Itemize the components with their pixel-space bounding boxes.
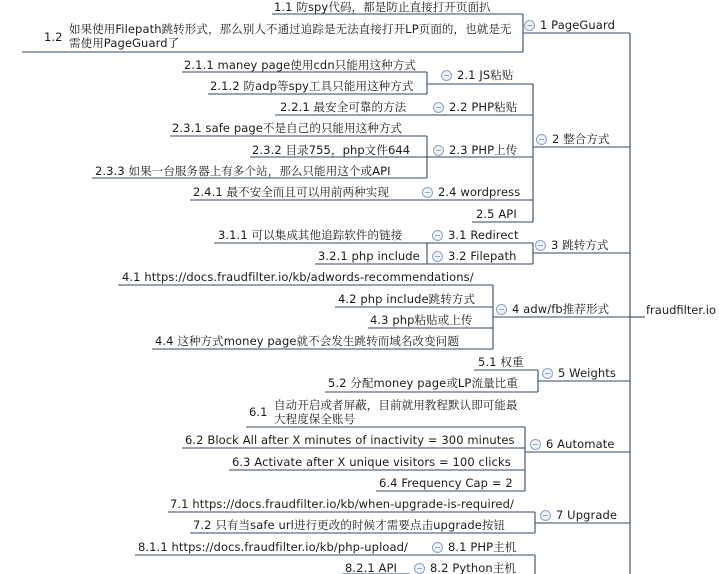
collapse-icon[interactable]: −: [535, 240, 546, 251]
node-2-1-1[interactable]: 2.1.1 maney page使用cdn只能用这种方式: [184, 58, 416, 72]
node-4-1[interactable]: 4.1 https://docs.fraudfilter.io/kb/adwords-recommendations/: [122, 270, 474, 284]
node-8-1[interactable]: − 8.1 PHP主机: [432, 540, 516, 554]
node-8-2[interactable]: − 8.2 Python主机: [414, 561, 516, 574]
node-2-4-1[interactable]: 2.4.1 最不安全而且可以用前两种实现: [193, 185, 389, 199]
collapse-icon[interactable]: −: [432, 251, 443, 262]
node-6-3[interactable]: 6.3 Activate after X unique visitors = 100 clicks: [232, 455, 511, 469]
node-5[interactable]: − 5 Weights: [542, 366, 616, 380]
collapse-icon[interactable]: −: [540, 510, 551, 521]
node-7-2[interactable]: 7.2 只有当safe url进行更改的时候才需要点击upgrade按钮: [193, 518, 506, 532]
node-7[interactable]: − 7 Upgrade: [540, 508, 617, 522]
node-2-3-3[interactable]: 2.3.3 如果一台服务器上有多个站，那么只能用这个或API: [95, 164, 391, 178]
node-5-1[interactable]: 5.1 权重: [478, 355, 524, 369]
collapse-icon[interactable]: −: [496, 304, 507, 315]
collapse-icon[interactable]: −: [432, 542, 443, 553]
collapse-icon[interactable]: −: [524, 20, 535, 31]
node-3-1[interactable]: − 3.1 Redirect: [432, 228, 519, 242]
node-2-3-1[interactable]: 2.3.1 safe page不是自己的只能用这种方式: [172, 121, 403, 135]
node-1-2-number[interactable]: 1.2: [44, 30, 63, 44]
node-2-1[interactable]: − 2.1 JS粘贴: [441, 68, 513, 82]
node-6-4[interactable]: 6.4 Frequency Cap = 2: [379, 476, 513, 490]
collapse-icon[interactable]: −: [432, 230, 443, 241]
node-4[interactable]: − 4 adw/fb推荐形式: [496, 302, 609, 316]
node-3[interactable]: − 3 跳转方式: [535, 238, 609, 252]
node-8-1-1[interactable]: 8.1.1 https://docs.fraudfilter.io/kb/php-upload/: [138, 540, 409, 554]
node-5-2[interactable]: 5.2 分配money page或LP流量比重: [328, 376, 518, 390]
node-4-3[interactable]: 4.3 php粘贴或上传: [370, 313, 473, 327]
node-1-1[interactable]: 1.1 防spy代码，都是防止直接打开页面扒: [274, 0, 491, 14]
node-2-2[interactable]: − 2.2 PHP粘贴: [433, 100, 517, 114]
node-2[interactable]: − 2 整合方式: [536, 132, 610, 146]
collapse-icon[interactable]: −: [530, 439, 541, 450]
node-2-5[interactable]: 2.5 API: [476, 207, 517, 221]
node-1-2[interactable]: 如果使用Filepath跳转形式，那么别人不通过追踪是无法直接打开LP页面的，也就是无需使用PageGuard了: [69, 22, 512, 50]
node-8-2-1[interactable]: 8.2.1 API: [345, 561, 398, 574]
collapse-icon[interactable]: −: [433, 102, 444, 113]
node-6-1[interactable]: 自动开启或者屏蔽，目前就用教程默认即可能最大程度保全账号: [274, 398, 518, 426]
node-4-4[interactable]: 4.4 这种方式money page就不会发生跳转而域名改变问题: [155, 334, 459, 348]
collapse-icon[interactable]: −: [441, 70, 452, 81]
node-3-2[interactable]: − 3.2 Filepath: [432, 249, 517, 263]
collapse-icon[interactable]: −: [536, 134, 547, 145]
collapse-icon[interactable]: −: [422, 187, 433, 198]
node-2-3[interactable]: − 2.3 PHP上传: [433, 143, 517, 157]
collapse-icon[interactable]: −: [414, 563, 425, 574]
node-7-1[interactable]: 7.1 https://docs.fraudfilter.io/kb/when-upgrade-is-required/: [170, 497, 514, 511]
node-6-2[interactable]: 6.2 Block All after X minutes of inactivity = 300 minutes: [185, 433, 515, 447]
node-3-2-1[interactable]: 3.2.1 php include: [318, 249, 420, 263]
node-4-2[interactable]: 4.2 php include跳转方式: [338, 292, 476, 306]
node-1[interactable]: − 1 PageGuard: [524, 18, 615, 32]
node-6-1-number[interactable]: 6.1: [249, 405, 268, 419]
node-2-3-2[interactable]: 2.3.2 目录755，php文件644: [252, 143, 411, 157]
node-3-1-1[interactable]: 3.1.1 可以集成其他追踪软件的链接: [218, 228, 403, 242]
collapse-icon[interactable]: −: [433, 145, 444, 156]
node-6[interactable]: − 6 Automate: [530, 437, 615, 451]
collapse-icon[interactable]: −: [542, 368, 553, 379]
node-2-4[interactable]: − 2.4 wordpress: [422, 185, 520, 199]
node-2-2-1[interactable]: 2.2.1 最安全可靠的方法: [280, 100, 407, 114]
node-2-1-2[interactable]: 2.1.2 防adp等spy工具只能用这种方式: [210, 79, 414, 93]
root-node[interactable]: fraudfilter.io: [646, 303, 716, 317]
